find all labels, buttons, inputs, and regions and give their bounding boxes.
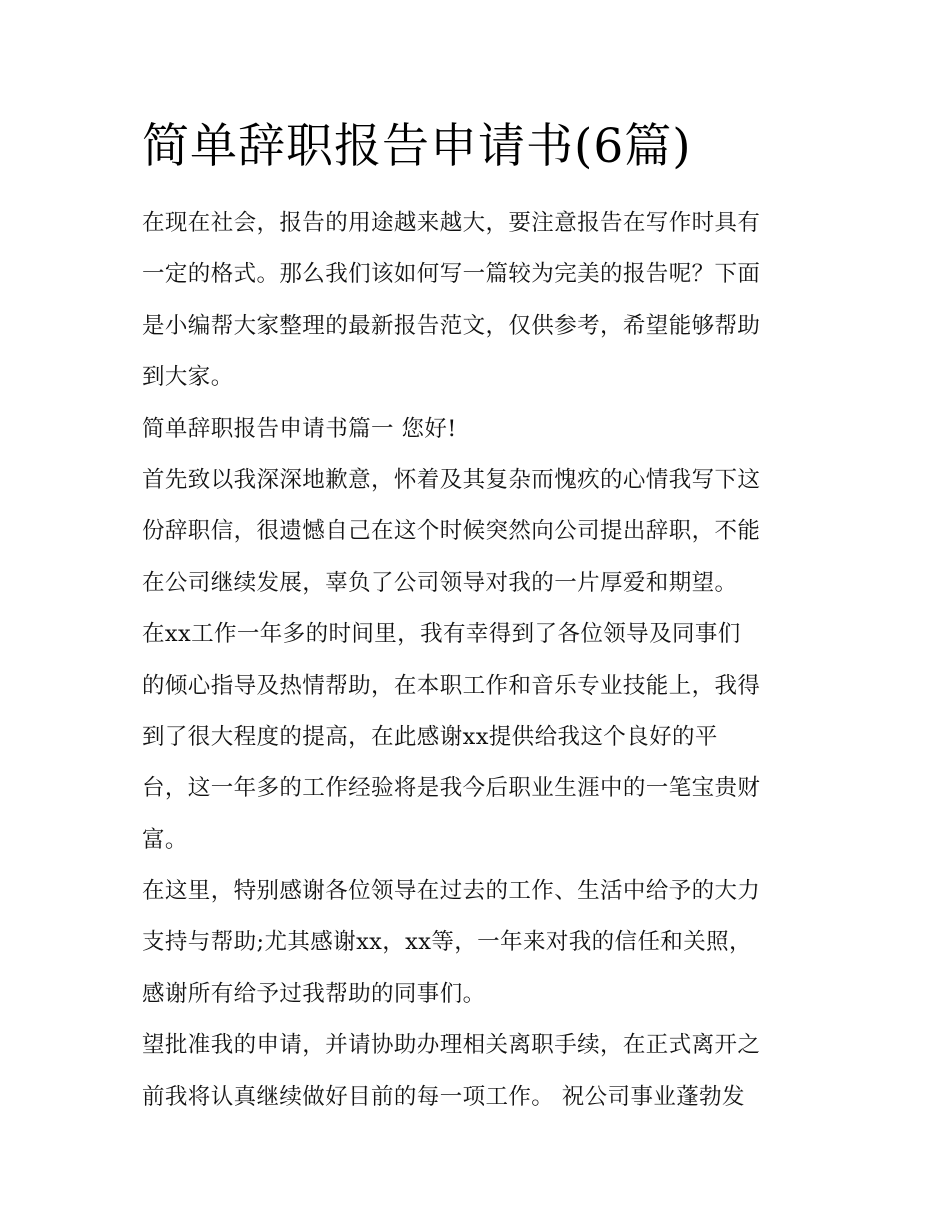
body-line: 是小编帮大家整理的最新报告范文，仅供参考，希望能够帮助 bbox=[142, 312, 761, 339]
body-line: 首先致以我深深地歉意，怀着及其复杂而愧疚的心情我写下这 bbox=[142, 466, 761, 493]
body-line: 台，这一年多的工作经验将是我今后职业生涯中的一笔宝贵财 bbox=[142, 775, 761, 802]
body-line: 在公司继续发展，辜负了公司领导对我的一片厚爱和期望。 bbox=[142, 569, 738, 596]
document-title: 简单辞职报告申请书(6篇) bbox=[142, 119, 692, 174]
body-line: 到了很大程度的提高，在此感谢xx提供给我这个良好的平 bbox=[142, 723, 718, 750]
body-line: 在这里，特别感谢各位领导在过去的工作、生活中给予的大力 bbox=[142, 878, 761, 905]
body-line: 感谢所有给予过我帮助的同事们。 bbox=[142, 980, 486, 1007]
body-line: 的倾心指导及热情帮助，在本职工作和音乐专业技能上，我得 bbox=[142, 672, 761, 699]
body-line: 前我将认真继续做好目前的每一项工作。 祝公司事业蓬勃发 bbox=[142, 1083, 745, 1110]
body-line: 到大家。 bbox=[142, 364, 234, 391]
body-line: 富。 bbox=[142, 826, 188, 853]
body-line: 望批准我的申请，并请协助办理相关离职手续，在正式离开之 bbox=[142, 1032, 761, 1059]
body-line: 支持与帮助;尤其感谢xx，xx等，一年来对我的信任和关照， bbox=[142, 929, 752, 956]
body-line: 在现在社会，报告的用途越来越大，要注意报告在写作时具有 bbox=[142, 210, 761, 236]
body-line: 在xx工作一年多的时间里，我有幸得到了各位领导及同事们 bbox=[142, 621, 741, 648]
body-line: 一定的格式。那么我们该如何写一篇较为完美的报告呢？下面 bbox=[142, 261, 761, 288]
body-line: 份辞职信，很遗憾自己在这个时候突然向公司提出辞职，不能 bbox=[142, 518, 761, 545]
document-body bbox=[142, 198, 822, 1123]
section-heading-line: 简单辞职报告申请书篇一 您好! bbox=[142, 415, 457, 442]
